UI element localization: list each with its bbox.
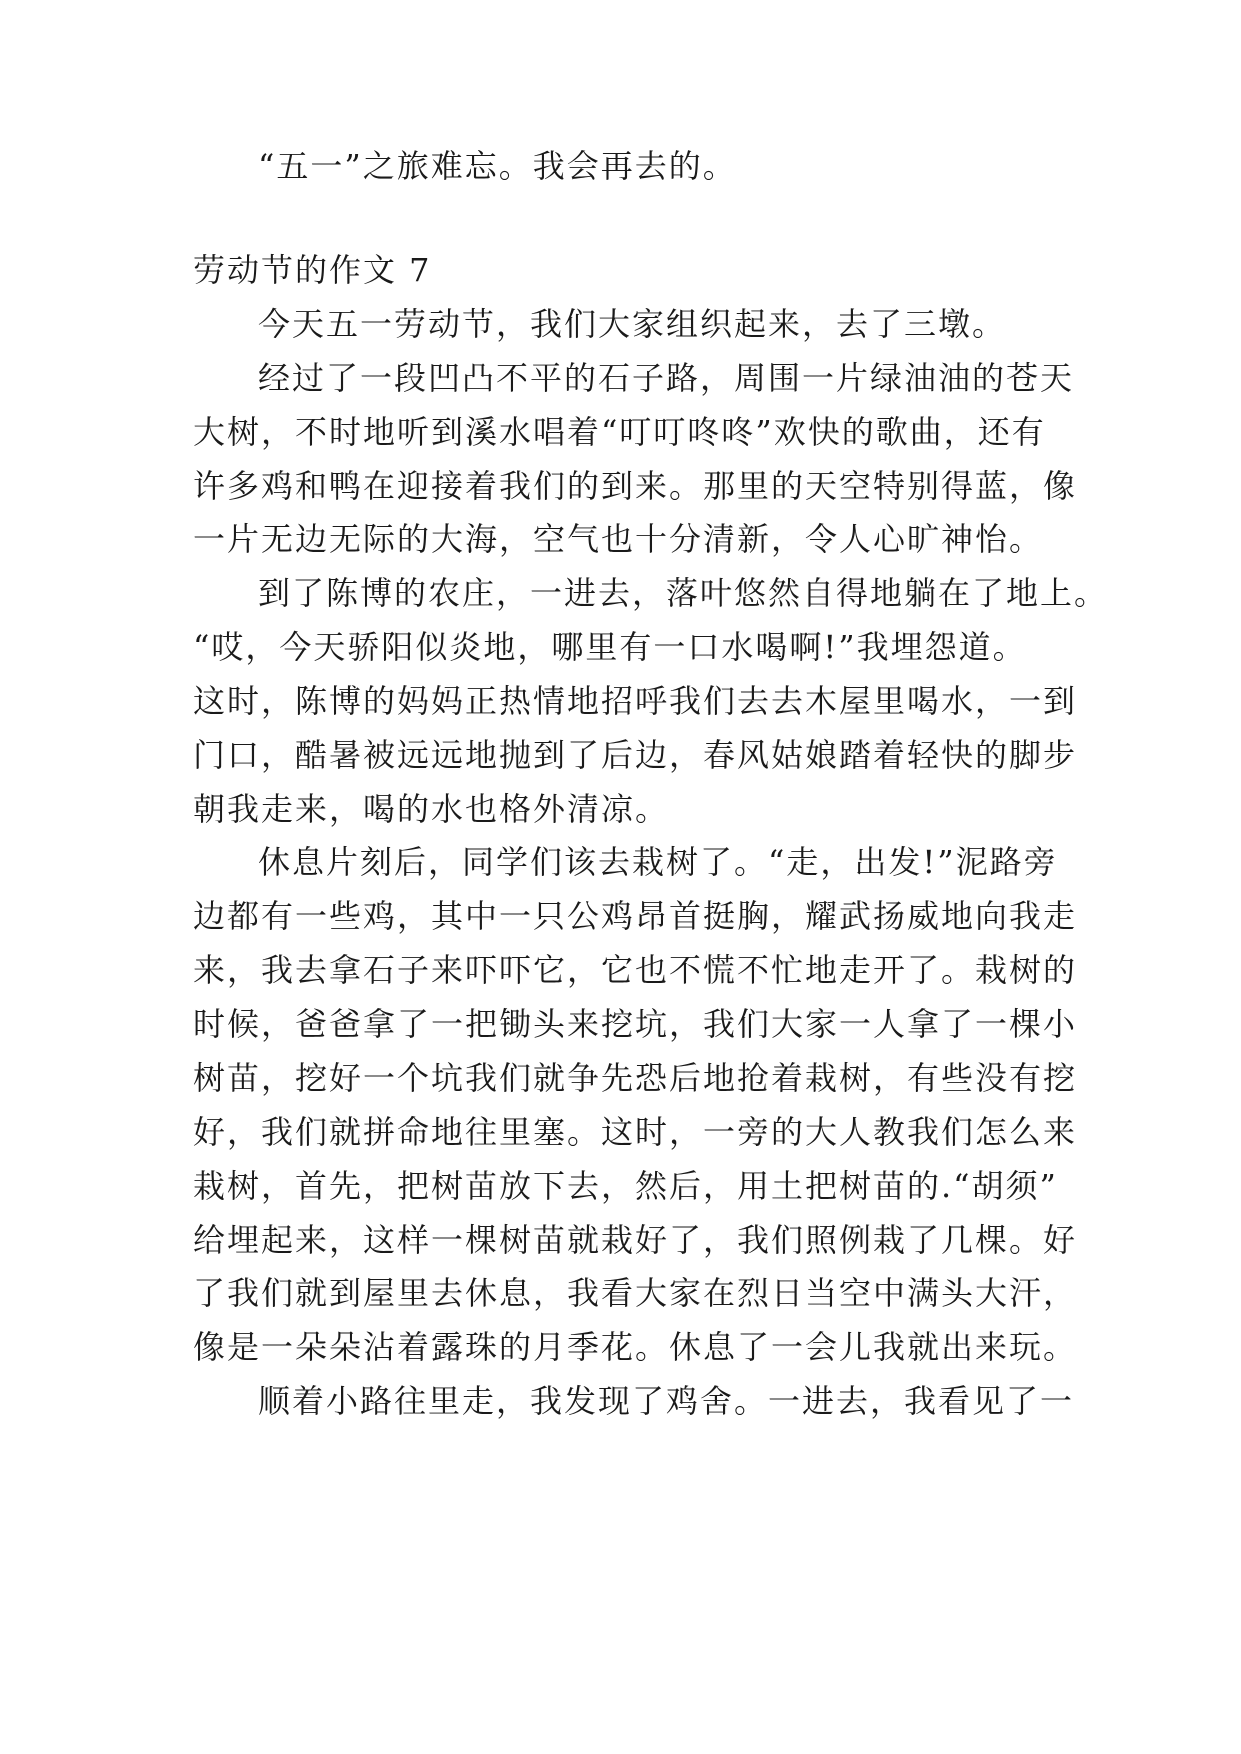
paragraph-line: 许多鸡和鸭在迎接着我们的到来。那里的天空特别得蓝，像 [193, 467, 1078, 505]
paragraph-line: 朝我走来，喝的水也格外清凉。 [193, 790, 670, 828]
paragraph-line: 好，我们就拼命地往里塞。这时，一旁的大人教我们怎么来 [193, 1113, 1078, 1151]
section-title: 劳动节的作文 7 [193, 251, 432, 289]
paragraph-line: 时候，爸爸拿了一把锄头来挖坑，我们大家一人拿了一棵小 [193, 1005, 1078, 1043]
paragraph-line: 大树，不时地听到溪水唱着“叮叮咚咚”欢快的歌曲，还有 [193, 413, 1046, 451]
paragraph-line: 了我们就到屋里去休息，我看大家在烈日当空中满头大汗， [193, 1274, 1078, 1312]
paragraph-line: 一片无边无际的大海，空气也十分清新，令人心旷神怡。 [193, 520, 1044, 558]
paragraph-line: 边都有一些鸡，其中一只公鸡昂首挺胸，耀武扬威地向我走 [193, 897, 1078, 935]
paragraph-line: 休息片刻后，同学们该去栽树了。“走，出发!”泥路旁 [258, 843, 1058, 881]
paragraph-line: 今天五一劳动节，我们大家组织起来，去了三墩。 [258, 305, 1007, 343]
paragraph-line: 栽树，首先，把树苗放下去，然后，用土把树苗的.“胡须” [193, 1167, 1058, 1205]
paragraph-line: 来，我去拿石子来吓吓它，它也不慌不忙地走开了。栽树的 [193, 951, 1078, 989]
paragraph-line: “哎，今天骄阳似炎地，哪里有一口水喝啊!”我埋怨道。 [193, 628, 1027, 666]
paragraph-line: 树苗，挖好一个坑我们就争先恐后地抢着栽树，有些没有挖 [193, 1059, 1078, 1097]
paragraph-line: 这时，陈博的妈妈正热情地招呼我们去去木屋里喝水，一到 [193, 682, 1078, 720]
paragraph-line: 门口，酷暑被远远地抛到了后边，春风姑娘踏着轻快的脚步 [193, 736, 1078, 774]
paragraph-line: 到了陈博的农庄，一进去，落叶悠然自得地躺在了地上。 [258, 574, 1109, 612]
paragraph-line: 顺着小路往里走，我发现了鸡舍。一进去，我看见了一 [258, 1382, 1075, 1420]
paragraph-line: 经过了一段凹凸不平的石子路，周围一片绿油油的苍天 [258, 359, 1075, 397]
paragraph-line: 给埋起来，这样一棵树苗就栽好了，我们照例栽了几棵。好 [193, 1221, 1078, 1259]
paragraph-line: 像是一朵朵沾着露珠的月季花。休息了一会儿我就出来玩。 [193, 1328, 1078, 1366]
intro-line: “五一”之旅难忘。我会再去的。 [258, 147, 737, 185]
